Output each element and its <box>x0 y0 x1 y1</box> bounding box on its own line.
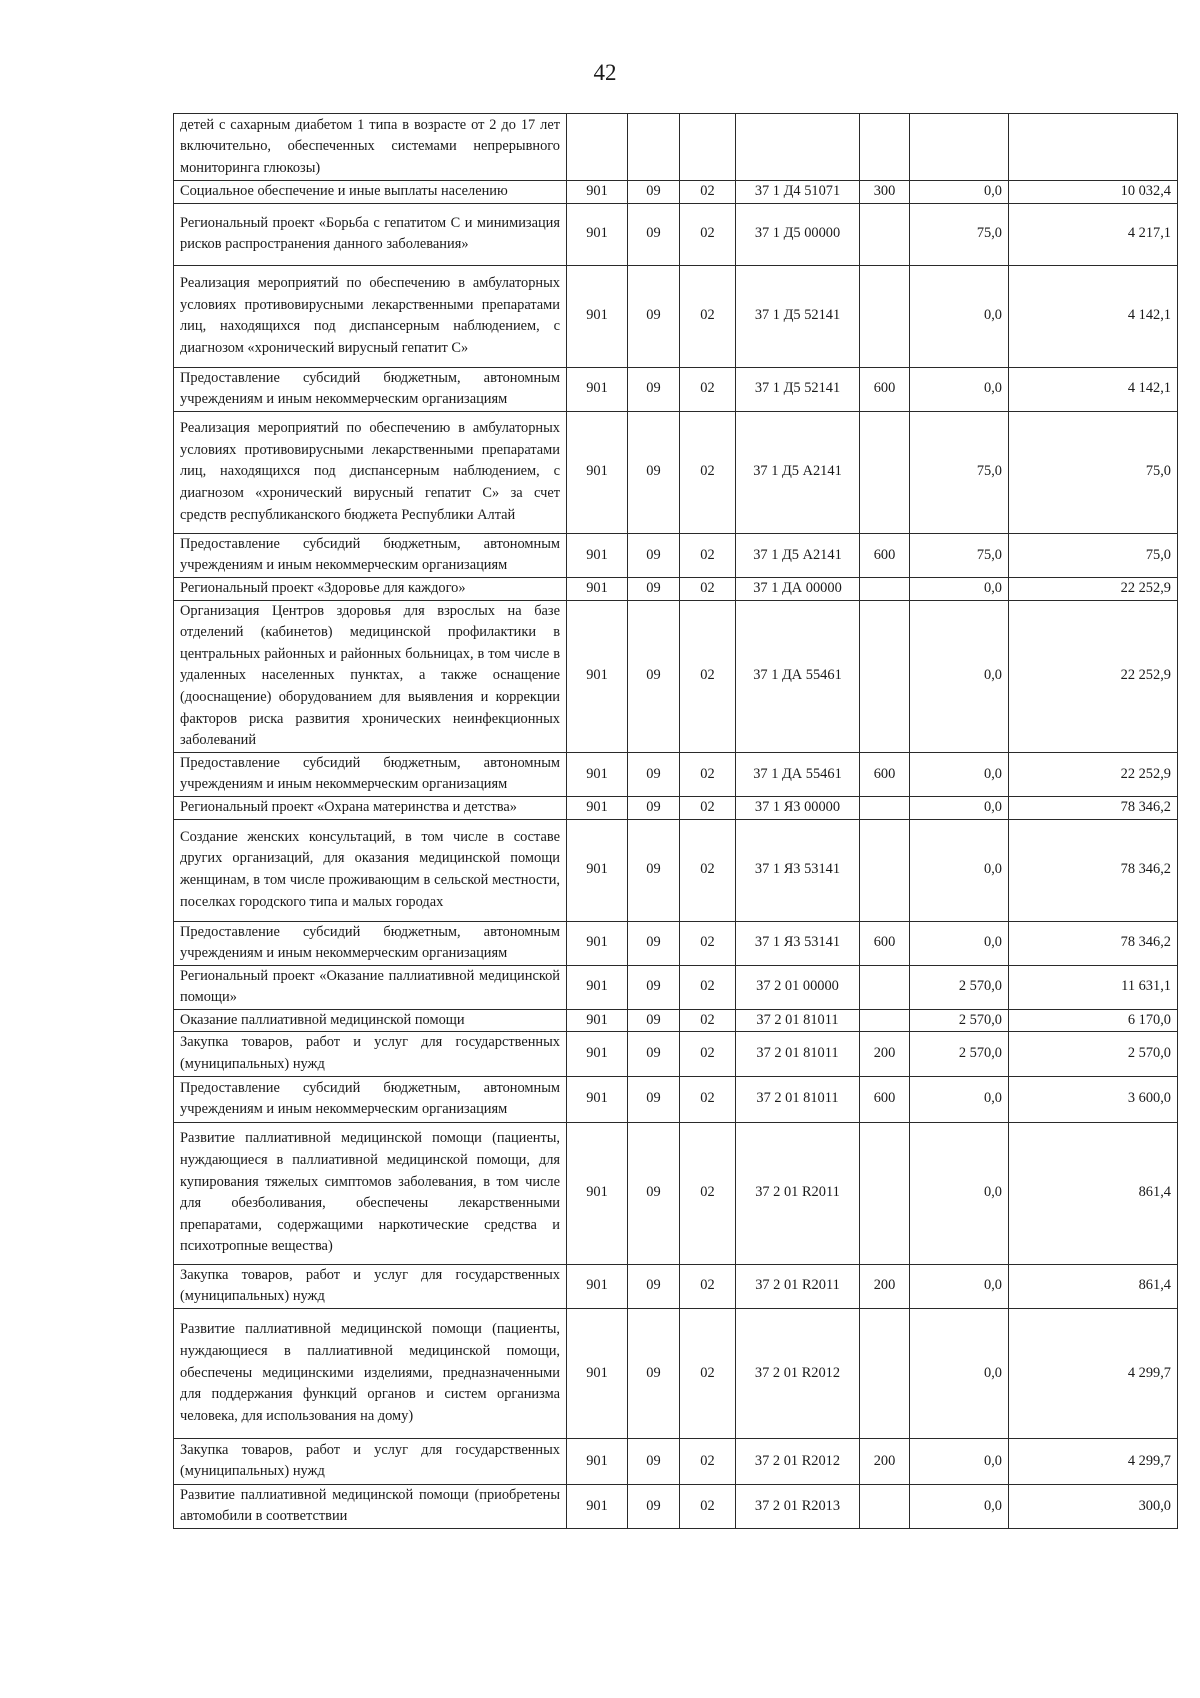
cell-gr: 901 <box>567 1122 628 1264</box>
row-name: детей с сахарным диабетом 1 типа в возрасте от 2 до 17 лет включительно, обеспеченных системами непрерывного мониторинга глюкозы) <box>174 114 567 181</box>
cell-sum-1: 0,0 <box>910 921 1009 965</box>
cell-sum-2 <box>1009 114 1178 181</box>
cell-sum-1: 75,0 <box>910 533 1009 577</box>
cell-gr: 901 <box>567 921 628 965</box>
cell-rz: 09 <box>628 411 680 533</box>
cell-pr: 02 <box>680 965 736 1009</box>
cell-vr <box>860 1308 910 1438</box>
cell-sum-1: 0,0 <box>910 819 1009 921</box>
cell-csr: 37 1 Д5 52141 <box>736 367 860 411</box>
budget-table <box>173 113 1178 1529</box>
cell-pr: 02 <box>680 203 736 265</box>
row-name: Предоставление субсидий бюджетным, автономным учреждениям и иным некоммерческим организациям <box>174 367 567 411</box>
cell-rz: 09 <box>628 600 680 752</box>
cell-csr: 37 1 ДА 55461 <box>736 752 860 796</box>
cell-csr: 37 2 01 R2011 <box>736 1122 860 1264</box>
cell-vr: 200 <box>860 1264 910 1308</box>
cell-rz: 09 <box>628 203 680 265</box>
cell-rz: 09 <box>628 181 680 204</box>
cell-csr: 37 2 01 R2012 <box>736 1438 860 1484</box>
cell-sum-1: 0,0 <box>910 796 1009 819</box>
cell-gr: 901 <box>567 411 628 533</box>
cell-csr: 37 1 Д4 51071 <box>736 181 860 204</box>
cell-rz: 09 <box>628 921 680 965</box>
table-row <box>174 796 1178 819</box>
cell-vr <box>860 796 910 819</box>
row-name: Оказание паллиативной медицинской помощи <box>174 1009 567 1032</box>
cell-sum-1 <box>910 114 1009 181</box>
table-row <box>174 1122 1178 1264</box>
cell-vr <box>860 265 910 367</box>
cell-sum-1: 0,0 <box>910 1308 1009 1438</box>
cell-csr: 37 2 01 R2012 <box>736 1308 860 1438</box>
table-row <box>174 1308 1178 1438</box>
table-row <box>174 203 1178 265</box>
cell-pr: 02 <box>680 1438 736 1484</box>
cell-vr: 600 <box>860 1076 910 1122</box>
cell-csr: 37 2 01 81011 <box>736 1009 860 1032</box>
cell-gr: 901 <box>567 796 628 819</box>
cell-gr: 901 <box>567 533 628 577</box>
cell-sum-2: 4 142,1 <box>1009 265 1178 367</box>
table-row <box>174 1264 1178 1308</box>
cell-sum-1: 0,0 <box>910 1438 1009 1484</box>
cell-csr: 37 2 01 81011 <box>736 1076 860 1122</box>
cell-pr: 02 <box>680 1076 736 1122</box>
cell-sum-2: 4 142,1 <box>1009 367 1178 411</box>
table-row <box>174 1484 1178 1528</box>
cell-gr: 901 <box>567 752 628 796</box>
cell-sum-2: 861,4 <box>1009 1122 1178 1264</box>
cell-sum-1: 0,0 <box>910 600 1009 752</box>
table-row <box>174 1009 1178 1032</box>
cell-rz: 09 <box>628 1076 680 1122</box>
cell-pr: 02 <box>680 1484 736 1528</box>
table-row <box>174 533 1178 577</box>
cell-sum-2: 300,0 <box>1009 1484 1178 1528</box>
cell-vr <box>860 965 910 1009</box>
cell-gr <box>567 114 628 181</box>
page-number: 42 <box>593 60 617 85</box>
cell-rz: 09 <box>628 796 680 819</box>
table-row <box>174 819 1178 921</box>
cell-csr: 37 1 Д5 А2141 <box>736 411 860 533</box>
table-row <box>174 114 1178 181</box>
cell-rz: 09 <box>628 965 680 1009</box>
cell-sum-2: 78 346,2 <box>1009 819 1178 921</box>
cell-pr: 02 <box>680 1308 736 1438</box>
cell-csr: 37 1 Д5 00000 <box>736 203 860 265</box>
cell-vr: 600 <box>860 752 910 796</box>
cell-sum-2: 4 299,7 <box>1009 1308 1178 1438</box>
cell-sum-2: 861,4 <box>1009 1264 1178 1308</box>
cell-vr <box>860 1484 910 1528</box>
cell-gr: 901 <box>567 577 628 600</box>
row-name: Региональный проект «Здоровье для каждого» <box>174 577 567 600</box>
cell-vr <box>860 600 910 752</box>
row-name: Развитие паллиативной медицинской помощи (пациенты, нуждающиеся в паллиативной медицинской помощи, обеспечены медицинскими изделиями, предназначенными для поддержания функций органов и систем организма человека, для использования на дому) <box>174 1308 567 1438</box>
cell-csr: 37 1 ДА 00000 <box>736 577 860 600</box>
table-row <box>174 1438 1178 1484</box>
row-name: Региональный проект «Оказание паллиативной медицинской помощи» <box>174 965 567 1009</box>
row-name: Закупка товаров, работ и услуг для государственных (муниципальных) нужд <box>174 1032 567 1076</box>
cell-sum-2: 4 299,7 <box>1009 1438 1178 1484</box>
cell-sum-1: 2 570,0 <box>910 1009 1009 1032</box>
cell-pr: 02 <box>680 577 736 600</box>
cell-rz: 09 <box>628 533 680 577</box>
cell-gr: 901 <box>567 1308 628 1438</box>
row-name: Предоставление субсидий бюджетным, автономным учреждениям и иным некоммерческим организациям <box>174 1076 567 1122</box>
cell-vr: 200 <box>860 1438 910 1484</box>
row-name: Предоставление субсидий бюджетным, автономным учреждениям и иным некоммерческим организациям <box>174 921 567 965</box>
cell-pr: 02 <box>680 921 736 965</box>
cell-sum-2: 78 346,2 <box>1009 921 1178 965</box>
cell-gr: 901 <box>567 203 628 265</box>
row-name: Развитие паллиативной медицинской помощи (приобретены автомобили в соответствии <box>174 1484 567 1528</box>
cell-sum-2: 22 252,9 <box>1009 577 1178 600</box>
cell-csr: 37 1 ДА 55461 <box>736 600 860 752</box>
cell-pr: 02 <box>680 533 736 577</box>
cell-pr: 02 <box>680 1264 736 1308</box>
table-row <box>174 1076 1178 1122</box>
cell-sum-2: 2 570,0 <box>1009 1032 1178 1076</box>
row-name: Предоставление субсидий бюджетным, автономным учреждениям и иным некоммерческим организациям <box>174 752 567 796</box>
cell-vr <box>860 411 910 533</box>
cell-sum-2: 4 217,1 <box>1009 203 1178 265</box>
cell-rz: 09 <box>628 1122 680 1264</box>
cell-sum-1: 0,0 <box>910 752 1009 796</box>
row-name: Реализация мероприятий по обеспечению в амбулаторных условиях противовирусными лекарственными препаратами лиц, находящихся под диспансерным наблюдением, с диагнозом «хронический вирусный гепатит С» <box>174 265 567 367</box>
cell-pr: 02 <box>680 796 736 819</box>
cell-gr: 901 <box>567 265 628 367</box>
cell-sum-1: 0,0 <box>910 1076 1009 1122</box>
cell-pr: 02 <box>680 367 736 411</box>
cell-vr <box>860 203 910 265</box>
cell-sum-1: 75,0 <box>910 203 1009 265</box>
cell-sum-2: 11 631,1 <box>1009 965 1178 1009</box>
cell-pr <box>680 114 736 181</box>
cell-rz: 09 <box>628 819 680 921</box>
cell-sum-2: 78 346,2 <box>1009 796 1178 819</box>
row-name: Предоставление субсидий бюджетным, автономным учреждениям и иным некоммерческим организациям <box>174 533 567 577</box>
cell-vr: 600 <box>860 921 910 965</box>
table-row <box>174 921 1178 965</box>
cell-rz: 09 <box>628 1264 680 1308</box>
cell-gr: 901 <box>567 1076 628 1122</box>
cell-gr: 901 <box>567 600 628 752</box>
cell-vr: 600 <box>860 533 910 577</box>
cell-rz <box>628 114 680 181</box>
cell-csr: 37 2 01 R2011 <box>736 1264 860 1308</box>
table-row <box>174 752 1178 796</box>
cell-gr: 901 <box>567 1264 628 1308</box>
cell-sum-1: 0,0 <box>910 265 1009 367</box>
cell-rz: 09 <box>628 1438 680 1484</box>
cell-sum-1: 0,0 <box>910 1484 1009 1528</box>
cell-vr <box>860 819 910 921</box>
table-row <box>174 411 1178 533</box>
cell-gr: 901 <box>567 181 628 204</box>
cell-pr: 02 <box>680 1122 736 1264</box>
cell-vr: 600 <box>860 367 910 411</box>
row-name: Региональный проект «Охрана материнства и детства» <box>174 796 567 819</box>
table-row <box>174 600 1178 752</box>
cell-vr <box>860 577 910 600</box>
cell-gr: 901 <box>567 1009 628 1032</box>
cell-sum-2: 3 600,0 <box>1009 1076 1178 1122</box>
cell-pr: 02 <box>680 181 736 204</box>
cell-gr: 901 <box>567 1032 628 1076</box>
table-row <box>174 577 1178 600</box>
cell-vr <box>860 1122 910 1264</box>
cell-sum-1: 2 570,0 <box>910 965 1009 1009</box>
row-name: Организация Центров здоровья для взрослых на базе отделений (кабинетов) медицинской профилактики в центральных районных и районных больницах, в том числе в удаленных населенных пунктах, а также оснащение (дооснащение) оборудованием для выявления и коррекции факторов риска развития хронических неинфекционных заболеваний <box>174 600 567 752</box>
row-name: Закупка товаров, работ и услуг для государственных (муниципальных) нужд <box>174 1264 567 1308</box>
table-row <box>174 965 1178 1009</box>
cell-csr: 37 2 01 81011 <box>736 1032 860 1076</box>
cell-sum-2: 75,0 <box>1009 411 1178 533</box>
row-name: Закупка товаров, работ и услуг для государственных (муниципальных) нужд <box>174 1438 567 1484</box>
cell-pr: 02 <box>680 1009 736 1032</box>
cell-vr <box>860 1009 910 1032</box>
cell-rz: 09 <box>628 752 680 796</box>
cell-rz: 09 <box>628 1032 680 1076</box>
cell-sum-1: 0,0 <box>910 181 1009 204</box>
cell-csr: 37 2 01 R2013 <box>736 1484 860 1528</box>
table-row <box>174 265 1178 367</box>
cell-gr: 901 <box>567 819 628 921</box>
cell-gr: 901 <box>567 367 628 411</box>
row-name: Создание женских консультаций, в том числе в составе других организаций, для оказания медицинской помощи женщинам, в том числе проживающим в сельской местности, поселках городского типа и малых городах <box>174 819 567 921</box>
cell-gr: 901 <box>567 1484 628 1528</box>
cell-pr: 02 <box>680 819 736 921</box>
cell-sum-1: 2 570,0 <box>910 1032 1009 1076</box>
cell-vr <box>860 114 910 181</box>
cell-rz: 09 <box>628 265 680 367</box>
cell-rz: 09 <box>628 1484 680 1528</box>
table-body <box>174 114 1178 1529</box>
cell-csr <box>736 114 860 181</box>
cell-vr: 200 <box>860 1032 910 1076</box>
row-name: Региональный проект «Борьба с гепатитом С и минимизация рисков распространения данного заболевания» <box>174 203 567 265</box>
cell-gr: 901 <box>567 1438 628 1484</box>
cell-rz: 09 <box>628 577 680 600</box>
table-row <box>174 181 1178 204</box>
table-row <box>174 1032 1178 1076</box>
cell-pr: 02 <box>680 1032 736 1076</box>
cell-gr: 901 <box>567 965 628 1009</box>
cell-sum-1: 75,0 <box>910 411 1009 533</box>
cell-sum-1: 0,0 <box>910 1122 1009 1264</box>
cell-sum-2: 22 252,9 <box>1009 600 1178 752</box>
cell-csr: 37 1 Я3 53141 <box>736 921 860 965</box>
cell-rz: 09 <box>628 1308 680 1438</box>
row-name: Социальное обеспечение и иные выплаты населению <box>174 181 567 204</box>
cell-pr: 02 <box>680 411 736 533</box>
cell-csr: 37 2 01 00000 <box>736 965 860 1009</box>
cell-pr: 02 <box>680 600 736 752</box>
row-name: Реализация мероприятий по обеспечению в амбулаторных условиях противовирусными лекарственными препаратами лиц, находящихся под диспансерным наблюдением, с диагнозом «хронический вирусный гепатит С» за счет средств республиканского бюджета Республики Алтай <box>174 411 567 533</box>
cell-csr: 37 1 Д5 52141 <box>736 265 860 367</box>
cell-sum-2: 22 252,9 <box>1009 752 1178 796</box>
cell-rz: 09 <box>628 367 680 411</box>
cell-sum-1: 0,0 <box>910 577 1009 600</box>
cell-csr: 37 1 Я3 00000 <box>736 796 860 819</box>
cell-sum-2: 10 032,4 <box>1009 181 1178 204</box>
cell-sum-1: 0,0 <box>910 367 1009 411</box>
table-row <box>174 367 1178 411</box>
cell-rz: 09 <box>628 1009 680 1032</box>
row-name: Развитие паллиативной медицинской помощи (пациенты, нуждающиеся в паллиативной медицинской помощи, для купирования тяжелых симптомов заболевания, в том числе для обезболивания, обеспечены лекарственными препаратами, содержащими наркотические средства и психотропные вещества) <box>174 1122 567 1264</box>
cell-csr: 37 1 Я3 53141 <box>736 819 860 921</box>
cell-pr: 02 <box>680 265 736 367</box>
cell-csr: 37 1 Д5 А2141 <box>736 533 860 577</box>
cell-sum-1: 0,0 <box>910 1264 1009 1308</box>
cell-vr: 300 <box>860 181 910 204</box>
cell-pr: 02 <box>680 752 736 796</box>
cell-sum-2: 6 170,0 <box>1009 1009 1178 1032</box>
cell-sum-2: 75,0 <box>1009 533 1178 577</box>
